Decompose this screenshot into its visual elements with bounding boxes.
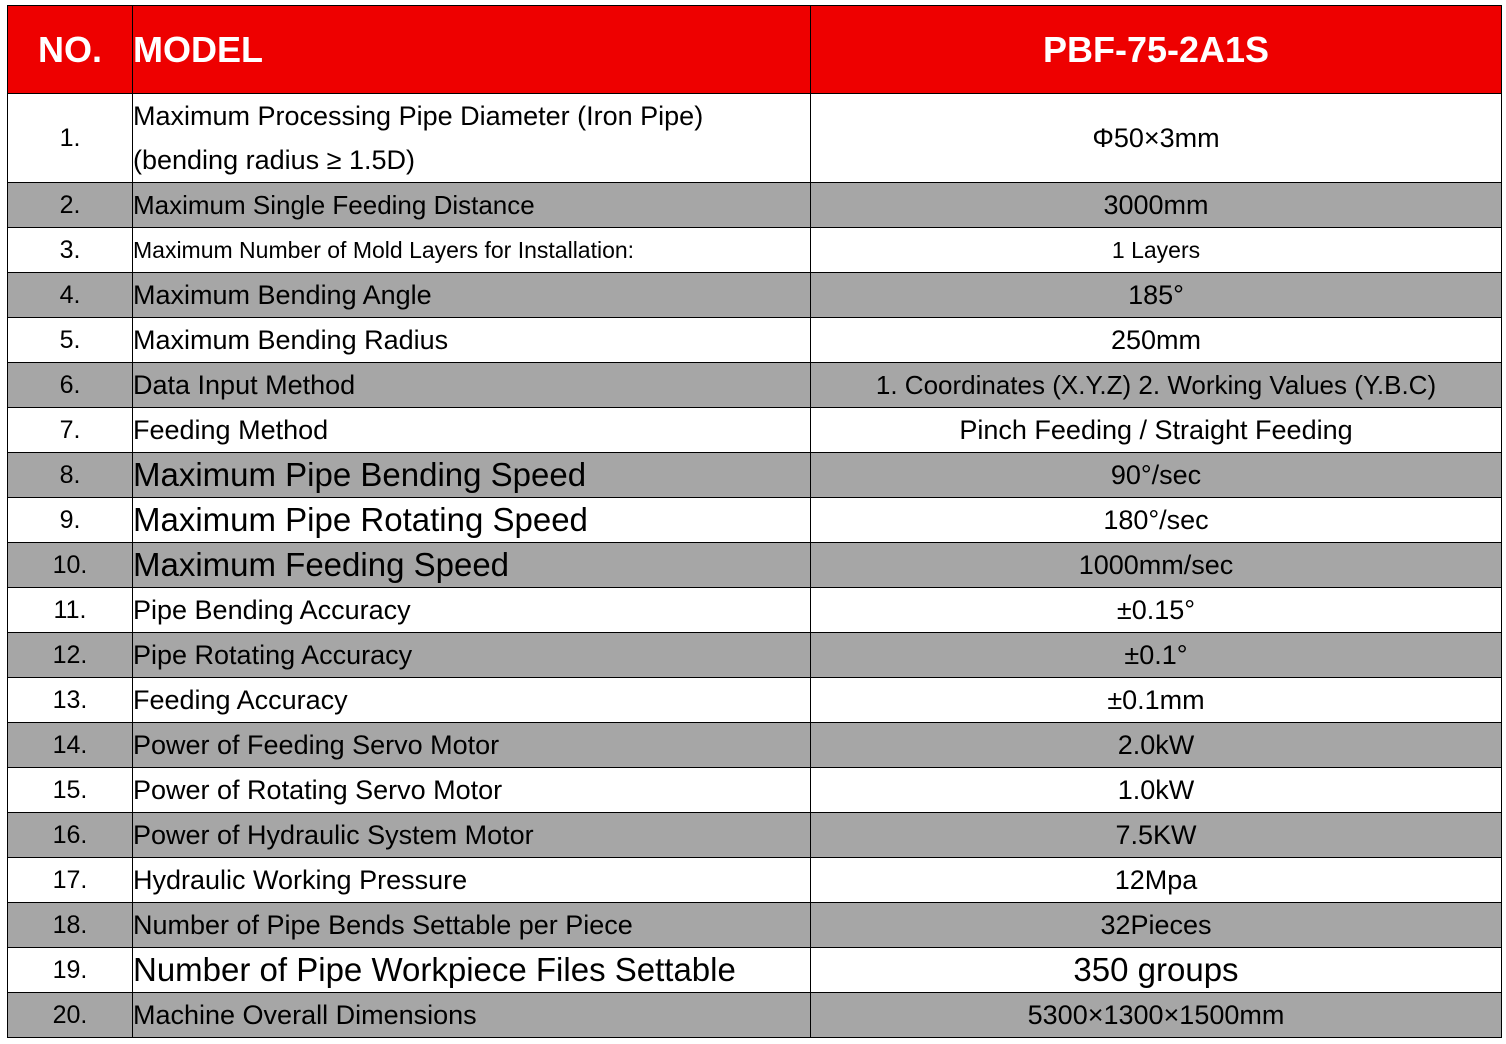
table-row (8, 94, 1502, 183)
row-parameter: Maximum Pipe Rotating Speed (133, 498, 811, 543)
row-parameter: Maximum Number of Mold Layers for Installation: (133, 228, 811, 273)
row-value: 90°/sec (811, 453, 1502, 498)
table-row (8, 588, 1502, 633)
table-row (8, 183, 1502, 228)
row-number: 8. (8, 453, 133, 498)
row-number: 18. (8, 903, 133, 948)
row-value: 12Mpa (811, 858, 1502, 903)
row-value: 32Pieces (811, 903, 1502, 948)
row-number: 11. (8, 588, 133, 633)
row-parameter: Pipe Bending Accuracy (133, 588, 811, 633)
row-parameter: Maximum Single Feeding Distance (133, 183, 811, 228)
table-row (8, 543, 1502, 588)
row-value: Pinch Feeding / Straight Feeding (811, 408, 1502, 453)
row-value: ±0.15° (811, 588, 1502, 633)
row-number: 17. (8, 858, 133, 903)
row-number: 13. (8, 678, 133, 723)
table-row (8, 363, 1502, 408)
table-row (8, 813, 1502, 858)
row-parameter: Hydraulic Working Pressure (133, 858, 811, 903)
row-parameter: Maximum Processing Pipe Diameter (Iron Pipe) (bending radius ≥ 1.5D) (133, 94, 811, 183)
spec-table (7, 5, 1502, 1038)
table-row (8, 768, 1502, 813)
row-number: 4. (8, 273, 133, 318)
row-value: 5300×1300×1500mm (811, 993, 1502, 1038)
row-value: 1 Layers (811, 228, 1502, 273)
header-no: NO. (8, 6, 133, 94)
header-row (8, 6, 1502, 94)
row-value: 250mm (811, 318, 1502, 363)
row-value: 180°/sec (811, 498, 1502, 543)
row-value: ±0.1° (811, 633, 1502, 678)
table-row (8, 858, 1502, 903)
row-parameter: Feeding Accuracy (133, 678, 811, 723)
row-number: 2. (8, 183, 133, 228)
row-parameter: Maximum Bending Angle (133, 273, 811, 318)
row-parameter: Data Input Method (133, 363, 811, 408)
table-row (8, 993, 1502, 1038)
row-number: 20. (8, 993, 133, 1038)
table-row (8, 318, 1502, 363)
row-parameter: Pipe Rotating Accuracy (133, 633, 811, 678)
row-number: 3. (8, 228, 133, 273)
row-parameter: Power of Feeding Servo Motor (133, 723, 811, 768)
row-parameter: Number of Pipe Bends Settable per Piece (133, 903, 811, 948)
row-parameter: Number of Pipe Workpiece Files Settable (133, 948, 811, 993)
row-value: 185° (811, 273, 1502, 318)
row-parameter: Maximum Bending Radius (133, 318, 811, 363)
row-parameter: Machine Overall Dimensions (133, 993, 811, 1038)
row-value: 350 groups (811, 948, 1502, 993)
row-number: 5. (8, 318, 133, 363)
row-value: 1.0kW (811, 768, 1502, 813)
table-row (8, 723, 1502, 768)
header-model-value: PBF-75-2A1S (811, 6, 1502, 94)
row-parameter: Feeding Method (133, 408, 811, 453)
row-number: 7. (8, 408, 133, 453)
table-row (8, 453, 1502, 498)
row-number: 10. (8, 543, 133, 588)
table-row (8, 678, 1502, 723)
row-number: 12. (8, 633, 133, 678)
row-value: 1000mm/sec (811, 543, 1502, 588)
table-row (8, 903, 1502, 948)
row-parameter: Power of Rotating Servo Motor (133, 768, 811, 813)
row-value: ±0.1mm (811, 678, 1502, 723)
row-parameter: Power of Hydraulic System Motor (133, 813, 811, 858)
table-row (8, 498, 1502, 543)
table-row (8, 948, 1502, 993)
row-value: Φ50×3mm (811, 94, 1502, 183)
row-value: 2.0kW (811, 723, 1502, 768)
table-row (8, 228, 1502, 273)
row-value: 1. Coordinates (X.Y.Z) 2. Working Values (Y.B.C) (811, 363, 1502, 408)
row-value: 3000mm (811, 183, 1502, 228)
row-number: 19. (8, 948, 133, 993)
table-row (8, 408, 1502, 453)
row-number: 1. (8, 94, 133, 183)
row-number: 16. (8, 813, 133, 858)
row-parameter: Maximum Feeding Speed (133, 543, 811, 588)
row-number: 14. (8, 723, 133, 768)
row-value: 7.5KW (811, 813, 1502, 858)
table-row (8, 273, 1502, 318)
table-row (8, 633, 1502, 678)
row-number: 15. (8, 768, 133, 813)
row-number: 6. (8, 363, 133, 408)
row-parameter: Maximum Pipe Bending Speed (133, 453, 811, 498)
header-model: MODEL (133, 6, 811, 94)
row-number: 9. (8, 498, 133, 543)
